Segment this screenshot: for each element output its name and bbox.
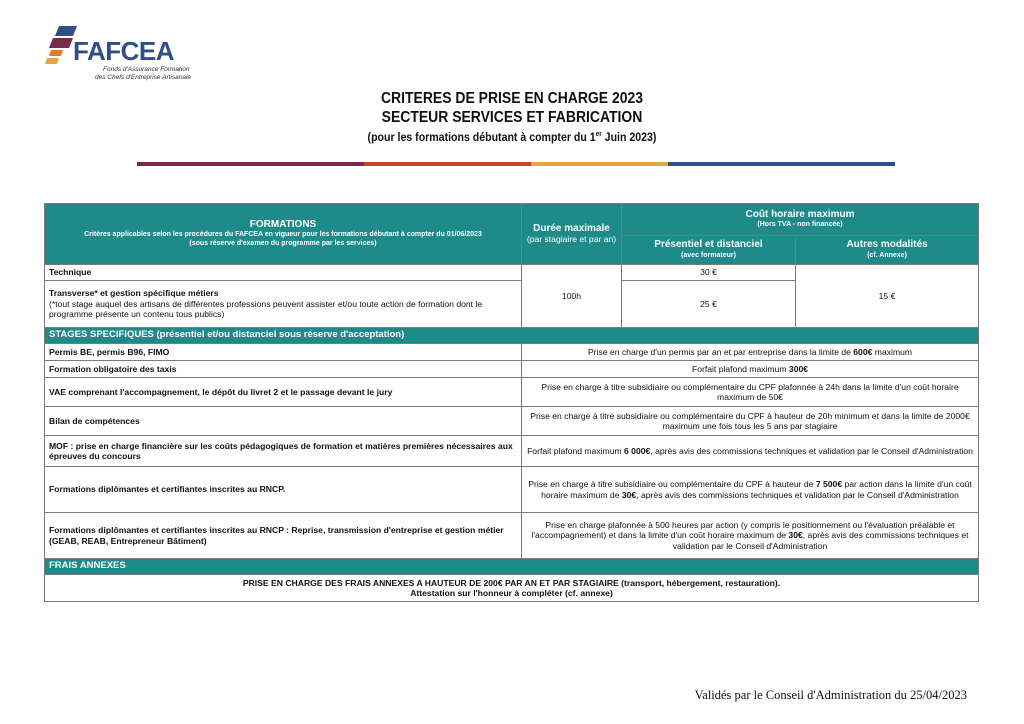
value-amount: 30€ <box>788 530 803 541</box>
value-text: Forfait plafond maximum <box>691 363 789 374</box>
stage-label: Formation obligatoire des taxis <box>45 361 522 378</box>
stage-value <box>522 513 979 559</box>
value-text: Prise en charge d'un permis par an et par entreprise dans la limite de <box>587 346 854 357</box>
logo-tagline: Fonds d'Assurance Formation <box>103 66 190 73</box>
section-stages: STAGES SPECIFIQUES (présentiel et/ou distanciel sous réserve d'acceptation) <box>45 328 979 344</box>
logo-word: FAFCEA <box>73 36 174 66</box>
header-autres-label: Autres modalités <box>846 239 928 251</box>
header-presentiel-label: Présentiel et distanciel <box>654 239 763 251</box>
value-text: maximum <box>872 346 913 357</box>
value-text: Prise en charge à titre subsidiaire ou complémentaire du CPF à hauteur de <box>528 479 816 490</box>
value-text: par action dans la limite d'un coût horaire maximum de <box>541 479 972 500</box>
frais-line: PRISE EN CHARGE DES FRAIS ANNEXES A HAUTEUR DE 200€ PAR AN ET PAR STAGIAIRE (transport, hébergement, restauration). <box>242 577 781 588</box>
section-frais: FRAIS ANNEXES <box>45 559 979 575</box>
stage-label: MOF : prise en charge financière sur les coûts pédagogiques de formation et matières premières nécessaires aux épreuves du concours <box>45 436 522 467</box>
page-date-note <box>41 127 983 146</box>
header-duree <box>522 204 622 265</box>
row-technique-label: Technique <box>45 265 522 281</box>
value-amount: 7 500€ <box>815 479 843 490</box>
stage-label: Formations diplômantes et certifiantes inscrites au RNCP : Reprise, transmission d'entreprise et gestion métier (GEAB, REAB, Entrepreneur Bâtiment) <box>45 513 522 559</box>
value-amount: 600€ <box>853 346 873 357</box>
value-amount: 6 000€ <box>624 445 651 456</box>
value-text: , après avis des commissions techniques et validation par le Conseil d'Administration <box>636 489 959 500</box>
stage-label: Formations diplômantes et certifiantes inscrites au RNCP. <box>45 467 522 513</box>
value-text: , après avis des commissions techniques et validation par le Conseil d'Administration <box>672 530 969 551</box>
fafcea-logo <box>45 22 192 82</box>
stage-label: VAE comprenant l'accompagnement, le dépôt du livret 2 et le passage devant le jury <box>45 378 522 407</box>
value-amount: 300€ <box>788 363 809 374</box>
header-formations-label: FORMATIONS <box>249 218 317 230</box>
cout-transverse: 25 € <box>622 281 796 328</box>
header-formations <box>45 204 522 265</box>
cout-autres: 15 € <box>796 265 979 328</box>
frais-value <box>45 575 979 602</box>
document-header <box>0 89 1024 146</box>
header-formations-note: (sous réserve d'examen du programme par les services) <box>189 240 377 248</box>
header-cout-note: (Hors TVA - non financée) <box>757 221 843 229</box>
header-presentiel-note: (avec formateur) <box>681 251 736 259</box>
header-duree-note: (par stagiaire et par an) <box>526 234 617 244</box>
stage-value: Prise en charge à titre subsidiaire ou complémentaire du CPF à hauteur de 20h minimum et dans la limite de 2000€ maximum une fois tous les 5 ans par stagiaire <box>522 407 979 436</box>
stage-value: Prise en charge à titre subsidiaire ou complémentaire du CPF plafonnée à 24h dans la limite d'un coût horaire maximum de 50€ <box>522 378 979 407</box>
header-cout <box>622 204 979 236</box>
value-text: Forfait plafond maximum <box>527 445 625 456</box>
page-subtitle: SECTEUR SERVICES ET FABRICATION <box>381 109 643 126</box>
row-transverse-note: (*tout stage auquel des artisans de différentes professions peuvent assister et/ou toute action de formation dont le programme présente un contenu tous publics) <box>49 298 483 320</box>
validation-footer: Validés par le Conseil d'Administration du 25/04/2023 <box>694 688 967 702</box>
frais-line: Attestation sur l'honneur à compléter (cf. annexe) <box>410 588 613 598</box>
duree-value: 100h <box>522 265 622 328</box>
value-amount: 30€ <box>621 489 637 500</box>
value-text: Prise en charge plafonnée à 500 heures par action (y compris le positionnement ou l'évaluation préalable et l'accompagnement) et dans la limite d'un coût horaire maximum de <box>531 519 955 541</box>
row-transverse <box>45 281 522 328</box>
header-autres <box>796 236 979 265</box>
value-text: , après avis des commissions techniques et validation par le Conseil d'Administration <box>650 445 973 456</box>
subtitle-text: (pour les formations débutant à compter du 1 <box>367 131 596 144</box>
criteria-table <box>44 203 979 602</box>
stage-value <box>522 467 979 513</box>
header-cout-label: Coût horaire maximum <box>745 208 855 220</box>
subtitle-sup: er <box>595 131 602 138</box>
stage-value <box>522 361 979 378</box>
page-title: CRITERES DE PRISE EN CHARGE 2023 <box>380 90 644 107</box>
stage-value <box>522 436 979 467</box>
header-presentiel <box>622 236 796 265</box>
header-duree-label: Durée maximale <box>533 222 610 234</box>
stage-label: Bilan de compétences <box>45 407 522 436</box>
row-transverse-label: Transverse* et gestion spécifique métiers <box>49 288 219 299</box>
stage-value <box>522 344 979 361</box>
cout-technique: 30 € <box>622 265 796 281</box>
header-autres-note: (cf. Annexe) <box>867 251 907 259</box>
stage-label: Permis BE, permis B96, FIMO <box>45 344 522 361</box>
subtitle-text: Juin 2023) <box>601 131 657 144</box>
logo-tagline: des Chefs d'Entreprise Artisanale <box>95 74 192 81</box>
header-formations-note: Critères applicables selon les procédures du FAFCEA en vigueur pour les formations débutant à compter du 01/06/2023 <box>84 231 482 239</box>
decorative-stripe <box>137 162 895 166</box>
